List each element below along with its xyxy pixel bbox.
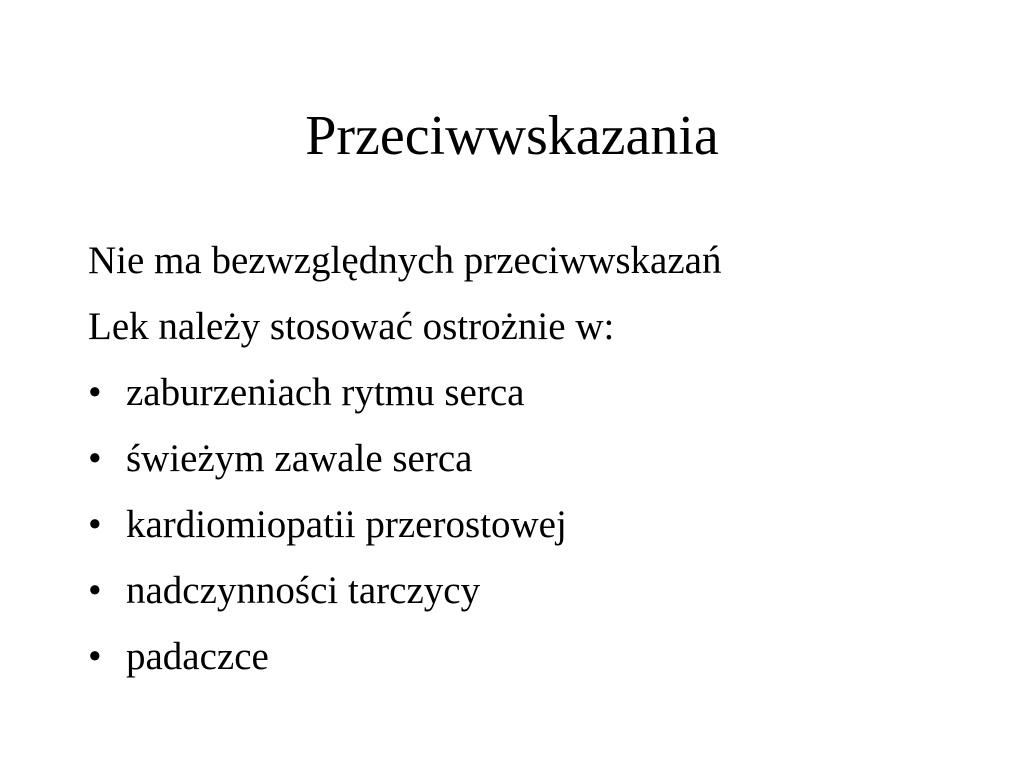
bullet-text: zaburzeniach rytmu serca [126, 371, 525, 414]
slide-title: Przeciwwskazania [305, 105, 719, 167]
bullet-item-arrhythmia [88, 360, 988, 426]
bullet-text: świeżym zawale serca [126, 437, 473, 480]
bullet-item-recent-infarction [88, 426, 988, 492]
bullet-icon: • [88, 437, 102, 480]
bullet-item-epilepsy [88, 624, 988, 690]
bullet-text: padaczce [126, 635, 269, 678]
text-line-no-absolute-contraindications: Nie ma bezwzględnych przeciwwskazań [88, 239, 722, 282]
bullet-item-hyperthyroidism [88, 558, 988, 624]
bullet-icon: • [88, 371, 102, 414]
bullet-icon: • [88, 635, 102, 678]
slide-content [88, 228, 988, 690]
bullet-item-hypertrophic-cardiomyopathy [88, 492, 988, 558]
bullet-icon: • [88, 503, 102, 546]
text-line-use-with-caution: Lek należy stosować ostrożnie w: [88, 305, 615, 348]
bullet-text: kardiomiopatii przerostowej [126, 503, 567, 546]
bullet-icon: • [88, 569, 102, 612]
bullet-text: nadczynności tarczycy [126, 569, 481, 612]
